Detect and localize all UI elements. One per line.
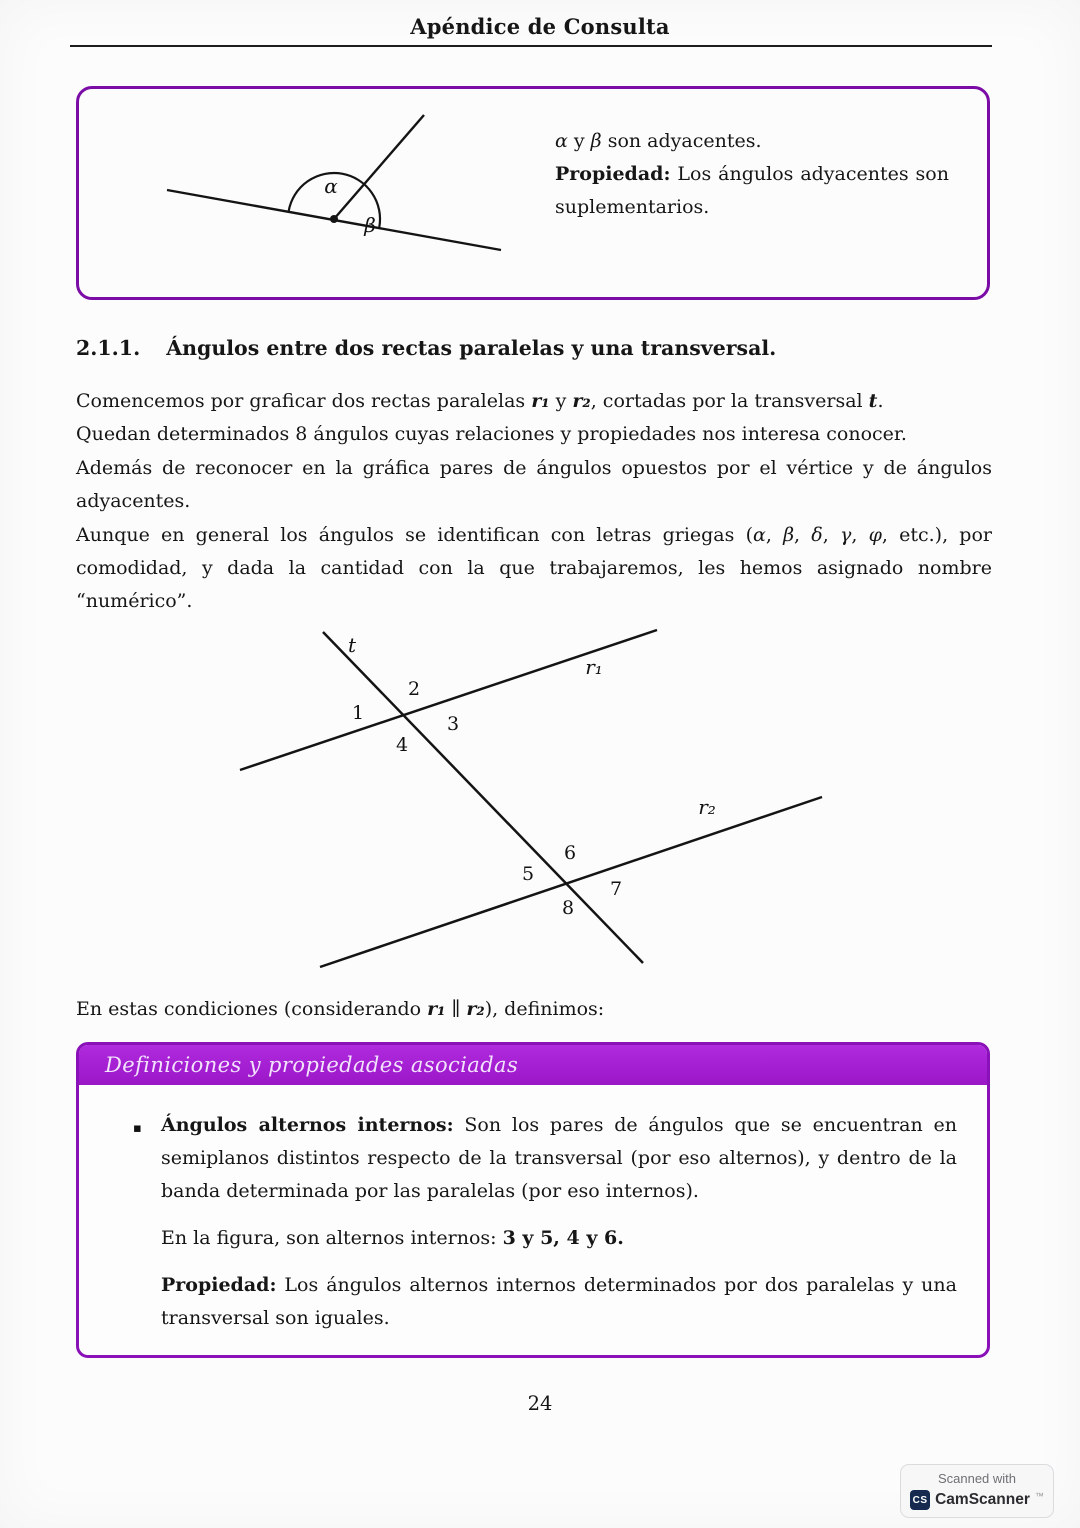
paragraph-4: Aunque en general los ángulos se identifican con letras griegas (α, β, δ, γ, φ, etc.), por comodidad, y dada la cantidad con la que trabajaremos, les hemos asignado nombre “numérico”.: [76, 523, 992, 613]
adjacent-angles-figure: [79, 89, 619, 297]
trademark-symbol: ™: [1034, 1491, 1044, 1501]
angle-7-label: 7: [609, 878, 623, 900]
r2-label: r₂: [698, 795, 716, 819]
adjacent-property: Propiedad: Los ángulos adyacentes son suplementarios.: [555, 163, 949, 218]
definition-text: Ángulos alternos internos: Son los pares de ángulos que se encuentran en semiplanos distintos respecto de la transversal (por eso alternos), y dentro de la banda determinada por las paralelas (por eso internos).: [161, 1114, 957, 1202]
transversal-line: [323, 632, 643, 963]
camscanner-brand-row: [907, 1490, 1047, 1510]
section-heading: [76, 336, 776, 360]
definition-item: [133, 1109, 957, 1208]
camscanner-badge: [900, 1464, 1054, 1518]
alpha-label: α: [324, 174, 338, 198]
r1-line: [240, 630, 657, 770]
header-rule: [70, 45, 992, 47]
definition-example: En la figura, son alternos internos: 3 y 5, 4 y 6.: [161, 1227, 624, 1249]
angle-2-label: 2: [407, 678, 421, 700]
bullet-marker: ▪: [133, 1121, 142, 1136]
camscanner-logo-icon: CS: [910, 1490, 930, 1510]
parallel-lines-figure: [0, 618, 1080, 986]
section-title: Ángulos entre dos rectas paralelas y una transversal.: [166, 336, 777, 360]
page-number: 24: [527, 1392, 553, 1415]
angle-5-label: 5: [521, 863, 535, 885]
angle-6-label: 6: [563, 842, 577, 864]
r1-label: r₁: [585, 655, 603, 679]
definitions-box-title: Definiciones y propiedades asociadas: [105, 1053, 519, 1077]
conditions-line: En estas condiciones (considerando r₁ ∥ r₂), definimos:: [76, 998, 605, 1020]
paragraph-2: Quedan determinados 8 ángulos cuyas relaciones y propiedades nos interesa conocer.: [76, 423, 907, 446]
scanned-with-label: Scanned with: [937, 1471, 1017, 1486]
paragraph-1: Comencemos por graficar dos rectas paralelas r₁ y r₂, cortadas por la transversal t.: [76, 390, 884, 412]
definition-property: Propiedad: Los ángulos alternos internos determinados por dos paralelas y una transversal son iguales.: [161, 1274, 957, 1329]
transversal-label: t: [347, 633, 357, 657]
section-number: 2.1.1.: [76, 336, 141, 360]
adjacent-statement: α y β son adyacentes.: [555, 130, 762, 152]
angle-3-label: 3: [446, 713, 460, 735]
beta-label: β: [364, 213, 376, 237]
adjacent-angles-box: [76, 86, 990, 300]
vertex-dot: [330, 215, 338, 223]
adjacent-angles-text: [555, 125, 949, 224]
definitions-box-title-bar: [79, 1045, 987, 1085]
paragraph-3: Además de reconocer en la gráfica pares de ángulos opuestos por el vértice y de ángulos adyacentes.: [76, 456, 992, 513]
angle-1-label: 1: [351, 702, 365, 724]
angle-4-label: 4: [395, 734, 409, 756]
page-header-title: Apéndice de Consulta: [410, 14, 670, 39]
r2-line: [320, 797, 822, 967]
definitions-box: [76, 1042, 990, 1358]
angle-8-label: 8: [561, 897, 575, 919]
camscanner-brand-name: CamScanner: [935, 1491, 1030, 1508]
body-text: [76, 385, 992, 619]
transversal-ray: [334, 115, 424, 219]
definitions-box-content: [79, 1085, 987, 1335]
